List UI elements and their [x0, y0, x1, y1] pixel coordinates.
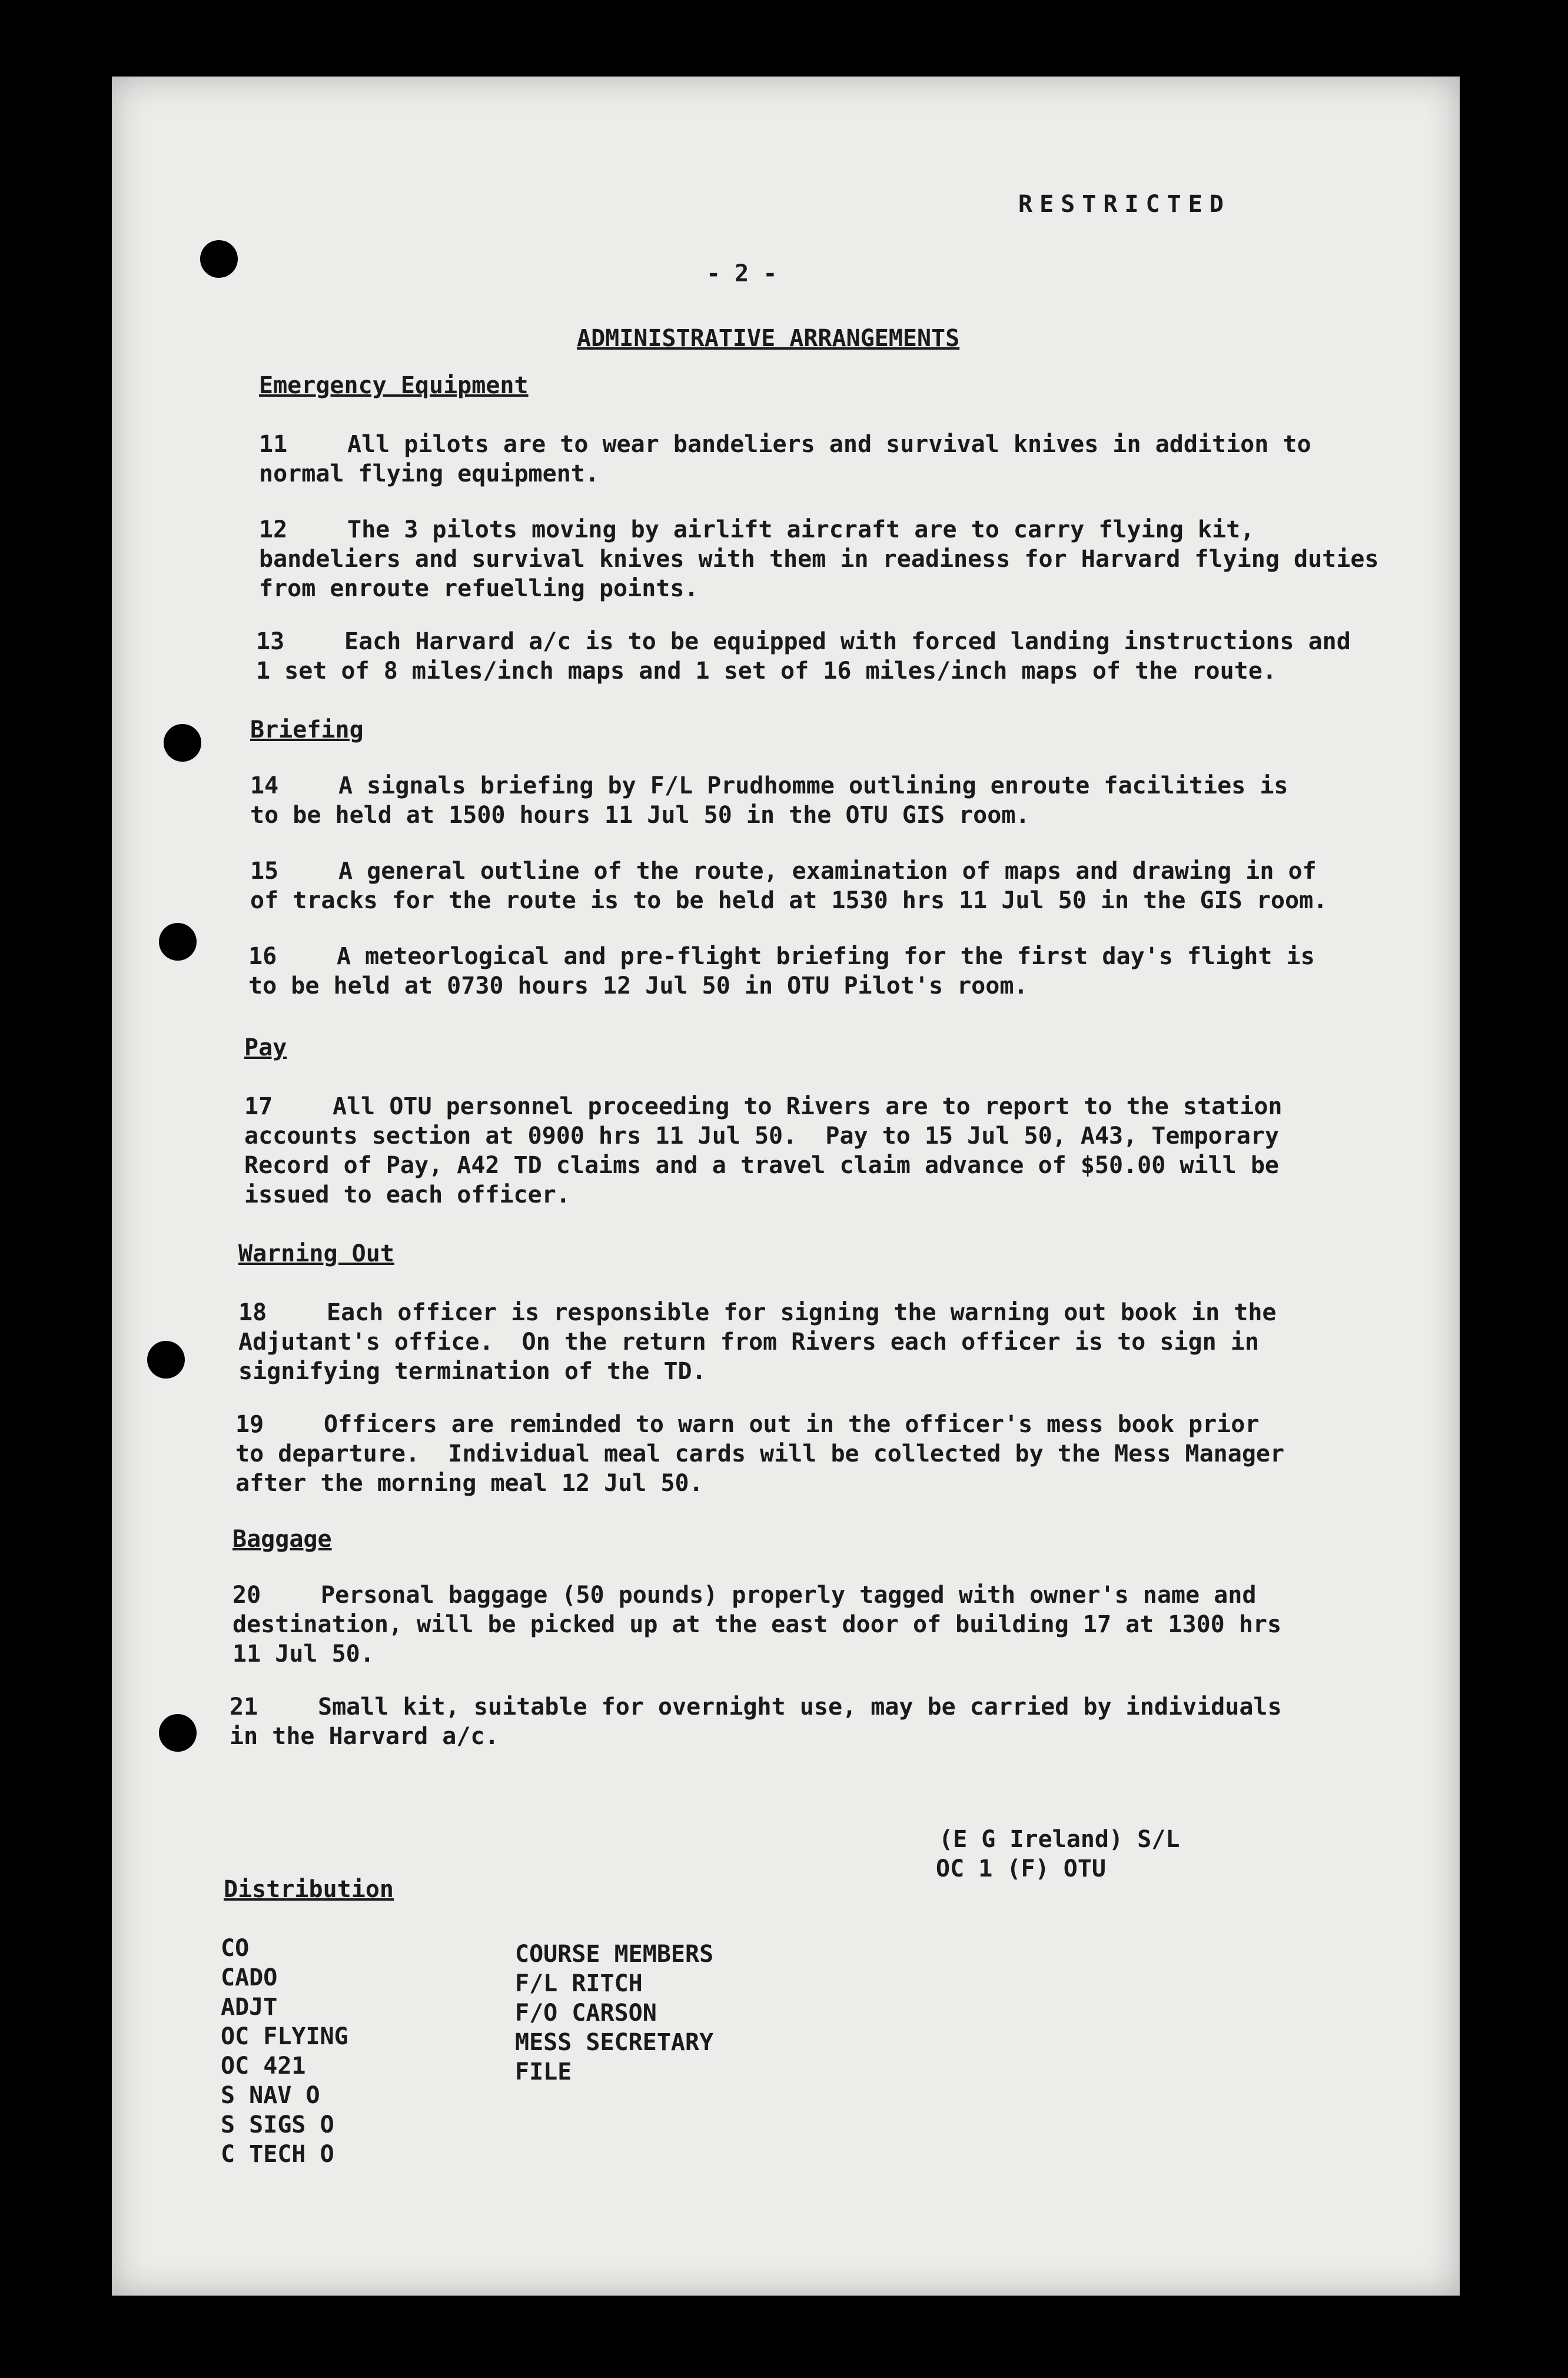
distribution-item: CADO — [221, 1964, 278, 1991]
paragraph-line: of tracks for the route is to be held at 1530 hrs 11 Jul 50 in the GIS room. — [250, 887, 1328, 914]
paragraph-number: 21 — [230, 1693, 258, 1721]
paragraph-number: 11 — [259, 431, 288, 458]
paragraph-18 — [238, 1298, 1277, 1386]
paragraph-line: signifying termination of the TD. — [238, 1358, 706, 1385]
paragraph-12 — [259, 515, 1378, 603]
paragraph-line: A meteorlogical and pre-flight briefing for the first day's flight is — [337, 943, 1315, 970]
distribution-item: ADJT — [221, 1994, 278, 2021]
paragraph-number: 15 — [250, 858, 279, 885]
paragraph-line: to departure. Individual meal cards will be collected by the Mess Manager — [235, 1440, 1285, 1467]
paragraph-number: 14 — [250, 772, 279, 799]
paragraph-number: 13 — [256, 628, 285, 655]
signature-name: (E G Ireland) S/L — [939, 1826, 1180, 1853]
paragraph-11 — [259, 430, 1311, 489]
punch-hole — [147, 1341, 185, 1379]
paragraph-line: Officers are reminded to warn out in the officer's mess book prior — [324, 1411, 1260, 1438]
paragraph-number: 18 — [238, 1299, 267, 1326]
distribution-item: COURSE MEMBERS — [515, 1941, 714, 1968]
paragraph-number: 16 — [248, 943, 277, 970]
paragraph-15 — [250, 856, 1327, 915]
document-page — [112, 77, 1460, 2296]
signature-unit: OC 1 (F) OTU — [936, 1855, 1106, 1882]
classification-label: RESTRICTED — [1018, 191, 1231, 218]
paragraph-line: in the Harvard a/c. — [230, 1723, 499, 1750]
paragraph-line: destination, will be picked up at the east door of building 17 at 1300 hrs — [232, 1611, 1282, 1638]
distribution-item: S NAV O — [221, 2082, 320, 2109]
paragraph-line: bandeliers and survival knives with them in readiness for Harvard flying duties — [259, 546, 1379, 573]
paragraph-line: A general outline of the route, examination of maps and drawing in of — [338, 858, 1317, 885]
distribution-item: MESS SECRETARY — [515, 2029, 714, 2056]
punch-hole — [159, 923, 197, 961]
paragraph-number: 19 — [235, 1411, 264, 1438]
paragraph-number: 17 — [244, 1093, 273, 1120]
paragraph-line: Adjutant's office. On the return from Rivers each officer is to sign in — [238, 1329, 1259, 1356]
paragraph-14 — [250, 771, 1288, 830]
paragraph-line: Small kit, suitable for overnight use, may be carried by individuals — [318, 1693, 1282, 1721]
distribution-item: F/L RITCH — [515, 1970, 643, 1997]
paragraph-number: 12 — [259, 516, 288, 543]
paragraph-line: 11 Jul 50. — [232, 1640, 374, 1668]
paragraph-line: A signals briefing by F/L Prudhomme outlining enroute facilities is — [338, 772, 1288, 799]
page-number: - 2 - — [706, 260, 778, 287]
section-heading-briefing: Briefing — [250, 716, 364, 743]
paragraph-line: accounts section at 0900 hrs 11 Jul 50. Pay to 15 Jul 50, A43, Temporary — [244, 1122, 1279, 1150]
paragraph-17 — [244, 1092, 1283, 1210]
paragraph-line: All OTU personnel proceeding to Rivers are to report to the station — [333, 1093, 1283, 1120]
distribution-item: OC FLYING — [221, 2023, 348, 2050]
distribution-list-left — [221, 1934, 348, 2169]
distribution-item: OC 421 — [221, 2052, 306, 2080]
paragraph-line: issued to each officer. — [244, 1181, 570, 1208]
distribution-item: F/O CARSON — [515, 2000, 657, 2027]
paragraph-line: Each officer is responsible for signing the warning out book in the — [327, 1299, 1277, 1326]
paragraph-line: normal flying equipment. — [259, 460, 599, 487]
section-heading-warning-out: Warning Out — [238, 1240, 394, 1267]
paragraph-line: Each Harvard a/c is to be equipped with forced landing instructions and — [344, 628, 1351, 655]
distribution-list-right — [515, 1939, 713, 2087]
distribution-heading: Distribution — [224, 1876, 394, 1903]
paragraph-20 — [232, 1580, 1281, 1669]
punch-hole — [164, 724, 201, 762]
section-heading-pay: Pay — [244, 1034, 287, 1061]
punch-hole — [200, 240, 238, 278]
paragraph-line: from enroute refuelling points. — [259, 575, 699, 602]
paragraph-line: All pilots are to wear bandeliers and survival knives in addition to — [347, 431, 1311, 458]
section-heading-emergency-equipment: Emergency Equipment — [259, 372, 529, 399]
paragraph-16 — [248, 942, 1315, 1001]
paragraph-number: 20 — [232, 1582, 261, 1609]
paragraph-19 — [235, 1410, 1284, 1498]
paragraph-line: 1 set of 8 miles/inch maps and 1 set of 16 miles/inch maps of the route. — [256, 657, 1277, 685]
distribution-item: FILE — [515, 2058, 572, 2085]
paragraph-line: to be held at 1500 hours 11 Jul 50 in the OTU GIS room. — [250, 802, 1030, 829]
paragraph-line: Record of Pay, A42 TD claims and a travel claim advance of $50.00 will be — [244, 1152, 1279, 1179]
distribution-item: CO — [221, 1935, 250, 1962]
paragraph-line: The 3 pilots moving by airlift aircraft are to carry flying kit, — [347, 516, 1255, 543]
paragraph-line: Personal baggage (50 pounds) properly tagged with owner's name and — [321, 1582, 1257, 1609]
paragraph-21 — [230, 1692, 1282, 1751]
section-heading-baggage: Baggage — [232, 1526, 332, 1553]
punch-hole — [159, 1714, 197, 1752]
paragraph-line: to be held at 0730 hours 12 Jul 50 in OTU Pilot's room. — [248, 972, 1028, 999]
distribution-item: S SIGS O — [221, 2111, 334, 2138]
distribution-item: C TECH O — [221, 2141, 334, 2168]
paragraph-line: after the morning meal 12 Jul 50. — [235, 1470, 703, 1497]
paragraph-13 — [256, 627, 1351, 686]
document-title: ADMINISTRATIVE ARRANGEMENTS — [577, 325, 960, 352]
